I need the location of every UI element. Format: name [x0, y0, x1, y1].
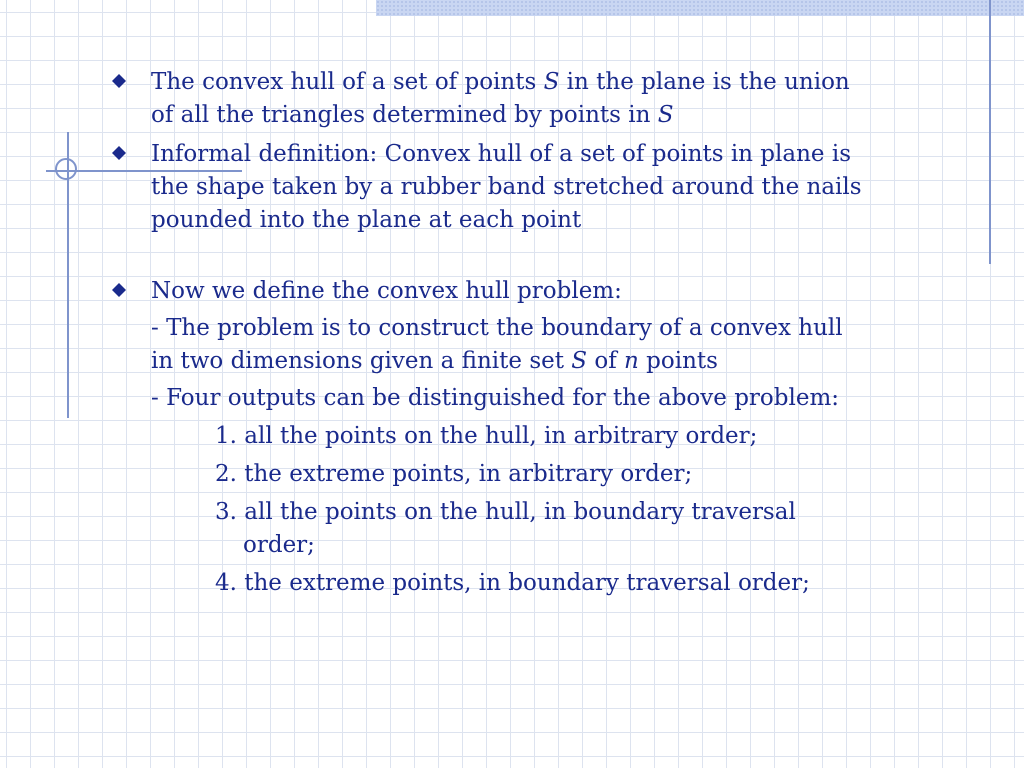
bullet-text: Informal definition: Convex hull of a set of points in plane is the shape taken by a rubber band stretched around the nails pounded into the plane at each point: [151, 141, 862, 233]
bullet-item-problem: [112, 275, 872, 308]
numbered-item-3: 3. all the points on the hull, in boundary traversal order;: [215, 499, 796, 558]
numbered-item-1: 1. all the points on the hull, in arbitrary order;: [215, 423, 758, 449]
sub-item-boundary: - The problem is to construct the boundary of a convex hull in two dimensions given a finite set S of n points: [151, 315, 843, 374]
bullet-text: Now we define the convex hull problem:: [151, 278, 622, 304]
diamond-bullet-icon: [112, 283, 126, 297]
spacer: [112, 237, 872, 275]
right-decorative-rule: [989, 0, 991, 264]
bullet-item-definition: [112, 66, 872, 132]
sub-item-outputs: - Four outputs can be distinguished for the above problem:: [151, 385, 840, 411]
diamond-bullet-icon: [112, 74, 126, 88]
top-decorative-band: [376, 0, 1024, 16]
slide-body: [112, 66, 872, 600]
diamond-bullet-icon: [112, 146, 126, 160]
bullet-text: The convex hull of a set of points S in the plane is the union of all the triangles determined by points in S: [151, 69, 850, 128]
numbered-item-2: 2. the extreme points, in arbitrary order;: [215, 461, 693, 487]
numbered-item-4: 4. the extreme points, in boundary traversal order;: [215, 570, 810, 596]
decorative-circle: [55, 158, 77, 180]
bullet-item-informal: [112, 138, 872, 237]
